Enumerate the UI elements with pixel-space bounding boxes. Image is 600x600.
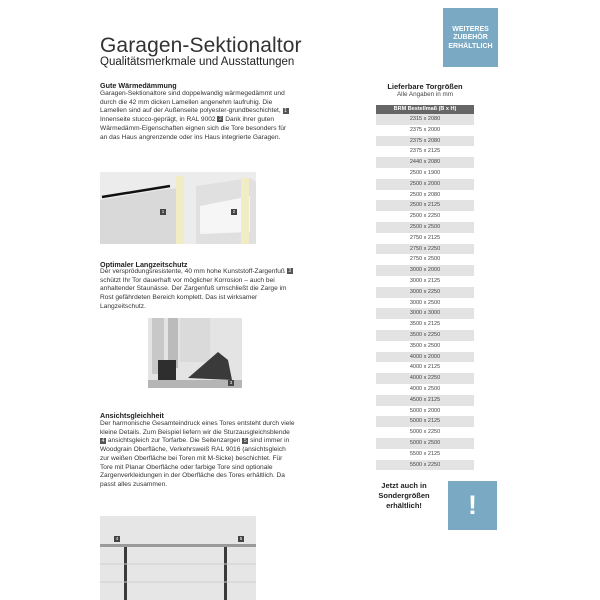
- sizes-heading: Lieferbare Torgrößen: [387, 82, 463, 91]
- page-title: Garagen-Sektionaltor: [100, 34, 302, 57]
- frame-foot-image: [148, 318, 242, 388]
- table-row: 2500 x 2250: [376, 211, 474, 222]
- reference-number: 2: [219, 116, 222, 123]
- table-row: 3000 x 2000: [376, 265, 474, 276]
- table-row: 3000 x 2250: [376, 287, 474, 298]
- insulation-image: [100, 172, 256, 244]
- protection-text-part-a: Der versprödungsresistente, 40 mm hohe Kunststoff-Zargenfuß: [100, 268, 285, 275]
- table-row: 3500 x 2250: [376, 330, 474, 341]
- appearance-text-part-b: ansichtsgleich zur Torfarbe. Die Seitenzargen: [107, 437, 241, 445]
- reference-number: 5: [243, 437, 247, 444]
- table-row: 4000 x 2250: [376, 373, 474, 384]
- reference-number: 4: [101, 437, 105, 444]
- table-row: 2500 x 1900: [376, 168, 474, 179]
- image-tag: 2: [232, 209, 236, 214]
- appearance-text-part-a: Der harmonische Gesamteindruck eines Tores entsteht durch viele kleine Details. Zum Beispiel liefern wir die Sturzausgleichsblende: [100, 420, 295, 436]
- sizes-table: [376, 105, 474, 470]
- page-subtitle: Qualitätsmerkmale und Ausstattungen: [100, 56, 295, 68]
- frame-foot-illustration: [148, 318, 242, 388]
- panel-section-illustration: [100, 172, 256, 244]
- table-row: 2500 x 2000: [376, 179, 474, 190]
- table-row: 5000 x 2000: [376, 406, 474, 417]
- section-text-appearance: [100, 420, 295, 490]
- table-row: 5000 x 2125: [376, 416, 474, 427]
- table-row: 5000 x 2500: [376, 438, 474, 449]
- special-sizes-callout: Jetzt auch in Sondergrößen erhältlich!: [378, 481, 430, 510]
- exclamation-icon: !: [448, 481, 497, 530]
- accessory-badge-label: WEITERES ZUBEHÖR ERHÄLTLICH: [448, 25, 493, 50]
- table-row: 4000 x 2125: [376, 362, 474, 373]
- table-row: 4000 x 2000: [376, 352, 474, 363]
- table-row: 3000 x 2125: [376, 276, 474, 287]
- table-row: 2375 x 2080: [376, 136, 474, 147]
- protection-text-part-b: schützt Ihr Tor dauerhaft vor möglicher Korrosion – auch bei anhaltender Staunässe. Der Zargenfuß umschließt die Zarge im Rost gefährdeten Bereich komplett. Das ist wirksamer Langzeitschutz.: [100, 276, 287, 310]
- table-row: 5000 x 2250: [376, 427, 474, 438]
- table-row: 2375 x 2125: [376, 146, 474, 157]
- table-row: 2440 x 2080: [376, 157, 474, 168]
- table-row: 5500 x 2125: [376, 449, 474, 460]
- table-row: 2500 x 2125: [376, 200, 474, 211]
- insulation-text-part-b: Innenseite stucco-geprägt, in RAL 9002: [100, 116, 216, 124]
- insulation-text-part-a: Garagen-Sektionaltore sind doppelwandig wärmegedämmt und durch die 42 mm dicken Lamellen angenehm laufruhig. Die Lamellen sind auf der Außenseite polyester-grundbeschichtet,: [100, 90, 285, 115]
- appearance-text-part-c: sind immer in Woodgrain Oberfläche, Verkehrsweiß RAL 9016 (ansichtsgleich zur weißen Oberfläche bei Toren mit M-Sicke) beschichtet. Für Tore mit Planar Oberfläche oder farbige Tore sind optionale Zargenverkleidungen in der Oberfläche des Tores erhältlich. Da passt alles zusammen.: [100, 437, 290, 488]
- table-row: 2750 x 2500: [376, 254, 474, 265]
- image-tag: 4: [115, 536, 119, 541]
- reference-number: 1: [284, 107, 287, 114]
- table-row: 3500 x 2125: [376, 319, 474, 330]
- table-row: 4000 x 2500: [376, 384, 474, 395]
- door-frame-illustration: [100, 516, 256, 600]
- appearance-image: [100, 516, 256, 600]
- sizes-table-body: [376, 114, 474, 470]
- sizes-subheading: Alle Angaben in mm: [396, 91, 453, 98]
- table-row: 5500 x 2250: [376, 460, 474, 471]
- section-text-protection: [100, 268, 295, 312]
- table-row: 2315 x 2080: [376, 114, 474, 125]
- section-text-insulation: [100, 90, 295, 142]
- table-row: 2500 x 2080: [376, 190, 474, 201]
- table-row: 2500 x 2500: [376, 222, 474, 233]
- table-row: 4500 x 2125: [376, 395, 474, 406]
- section-heading-appearance: Ansichtsgleichheit: [100, 411, 164, 420]
- image-tag: 5: [239, 536, 243, 541]
- accessory-badge: [443, 8, 498, 67]
- table-row: 2750 x 2250: [376, 244, 474, 255]
- table-row: 2750 x 2125: [376, 233, 474, 244]
- table-row: 3500 x 2500: [376, 341, 474, 352]
- image-tag: 3: [229, 380, 233, 385]
- section-heading-insulation: Gute Wärmedämmung: [100, 81, 177, 90]
- table-row: 2375 x 2000: [376, 125, 474, 136]
- table-row: 3000 x 3000: [376, 308, 474, 319]
- image-tag: 1: [161, 209, 165, 214]
- section-heading-protection: Optimaler Langzeitschutz: [100, 260, 188, 269]
- reference-number: 3: [288, 268, 292, 275]
- sizes-table-header: BRM Bestellmaß (B x H): [376, 105, 474, 114]
- table-row: 3000 x 2500: [376, 298, 474, 309]
- insulation-text-part-c: Dank ihrer guten Wärmedämm-Eigenschaften eignen sich die Tore besonders für an das Haus angrenzende oder ins Haus integrierte Garagen.: [100, 116, 287, 141]
